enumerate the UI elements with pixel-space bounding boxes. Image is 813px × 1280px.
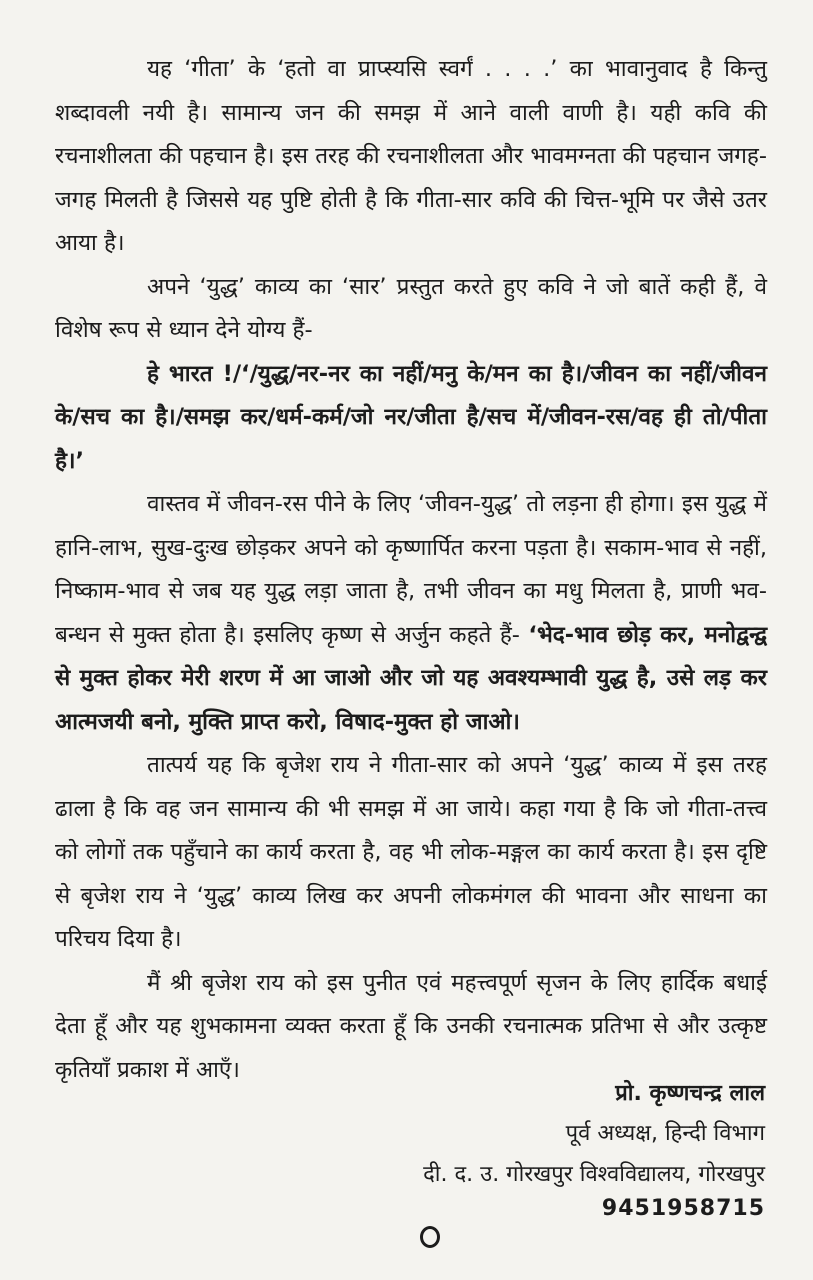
signature-university: दी. द. उ. गोरखपुर विश्वविद्यालय, गोरखपुर bbox=[423, 1162, 765, 1187]
signature-title: पूर्व अध्यक्ष, हिन्दी विभाग bbox=[565, 1121, 765, 1146]
paragraph-2: अपने ‘युद्ध’ काव्य का ‘सार’ प्रस्तुत करते हुए कवि ने जो बातें कही हैं, वे विशेष रूप से ध्यान देने योग्य हैं- bbox=[55, 273, 767, 343]
paragraph-1: यह ‘गीता’ के ‘हतो वा प्राप्स्यसि स्वर्गं . . . .’ का भावानुवाद है किन्तु शब्दावली नयी है। सामान्य जन की समझ में आने वाली वाणी है। यही कवि की रचनाशीलता की पहचान है। इस तरह की रचनाशीलता और भावमग्नता की पहचान जगह-जगह मिलती है जिससे यह पुष्टि होती है कि गीता-सार कवि की चित्त-भूमि पर जैसे उतर आया है। bbox=[55, 56, 767, 256]
page-marker-circle bbox=[420, 1226, 440, 1248]
paragraph-4-text: वास्तव में जीवन-रस पीने के लिए ‘जीवन-युद्ध’ तो लड़ना ही होगा। इस युद्ध में हानि-लाभ, सुख-दुःख छोड़कर अपने को कृष्णार्पित करना पड़ता है। सकाम-भाव से नहीं, निष्काम-भाव से जब यह युद्ध लड़ा जाता है, तभी जीवन का मधु मिलता है, प्राणी भव-बन्धन से मुक्त होता है। इसलिए कृष्ण से अर्जुन कहते हैं- bbox=[55, 491, 767, 648]
paragraph-5: तात्पर्य यह कि बृजेश राय ने गीता-सार को अपने ‘युद्ध’ काव्य में इस तरह ढाला है कि वह जन सामान्य की भी समझ में आ जाये। कहा गया है कि जो गीता-तत्त्व को लोगों तक पहुँचाने का कार्य करता है, वह भी लोक-मङ्गल का कार्य करता है। इस दृष्टि से बृजेश राय ने ‘युद्ध’ काव्य लिख कर अपनी लोकमंगल की भावना और साधना का परिचय दिया है। bbox=[55, 752, 767, 952]
signature-phone: 9451958715 bbox=[601, 1196, 765, 1221]
poem-quote: हे भारत !/‘/युद्ध/नर-नर का नहीं/मनु के/मन का है।/जीवन का नहीं/जीवन के/सच का है।/समझ कर/धर्म-कर्म/जो नर/जीता है/सच में/जीवन-रस/वह ही तो/पीता है।’ bbox=[55, 360, 767, 474]
paragraph-6: मैं श्री बृजेश राय को इस पुनीत एवं महत्त्वपूर्ण सृजन के लिए हार्दिक बधाई देता हूँ और यह शुभकामना व्यक्त करता हूँ कि उनकी रचनात्मक प्रतिभा से और उत्कृष्ट कृतियाँ प्रकाश में आएँ। bbox=[55, 969, 767, 1083]
signature-name: प्रो. कृष्णचन्द्र लाल bbox=[615, 1081, 765, 1106]
paragraph-4 bbox=[55, 483, 767, 744]
body-text bbox=[55, 48, 767, 1092]
krishna-quote: ‘भेद-भाव छोड़ कर, मनोद्वन्द्व से मुक्त होकर मेरी शरण में आ जाओ और जो यह अवश्यम्भावी युद्ध है, उसे लड़ कर आत्मजयी बनो, मुक्ति प्राप्त करो, विषाद-मुक्त हो जाओ। bbox=[55, 621, 768, 735]
